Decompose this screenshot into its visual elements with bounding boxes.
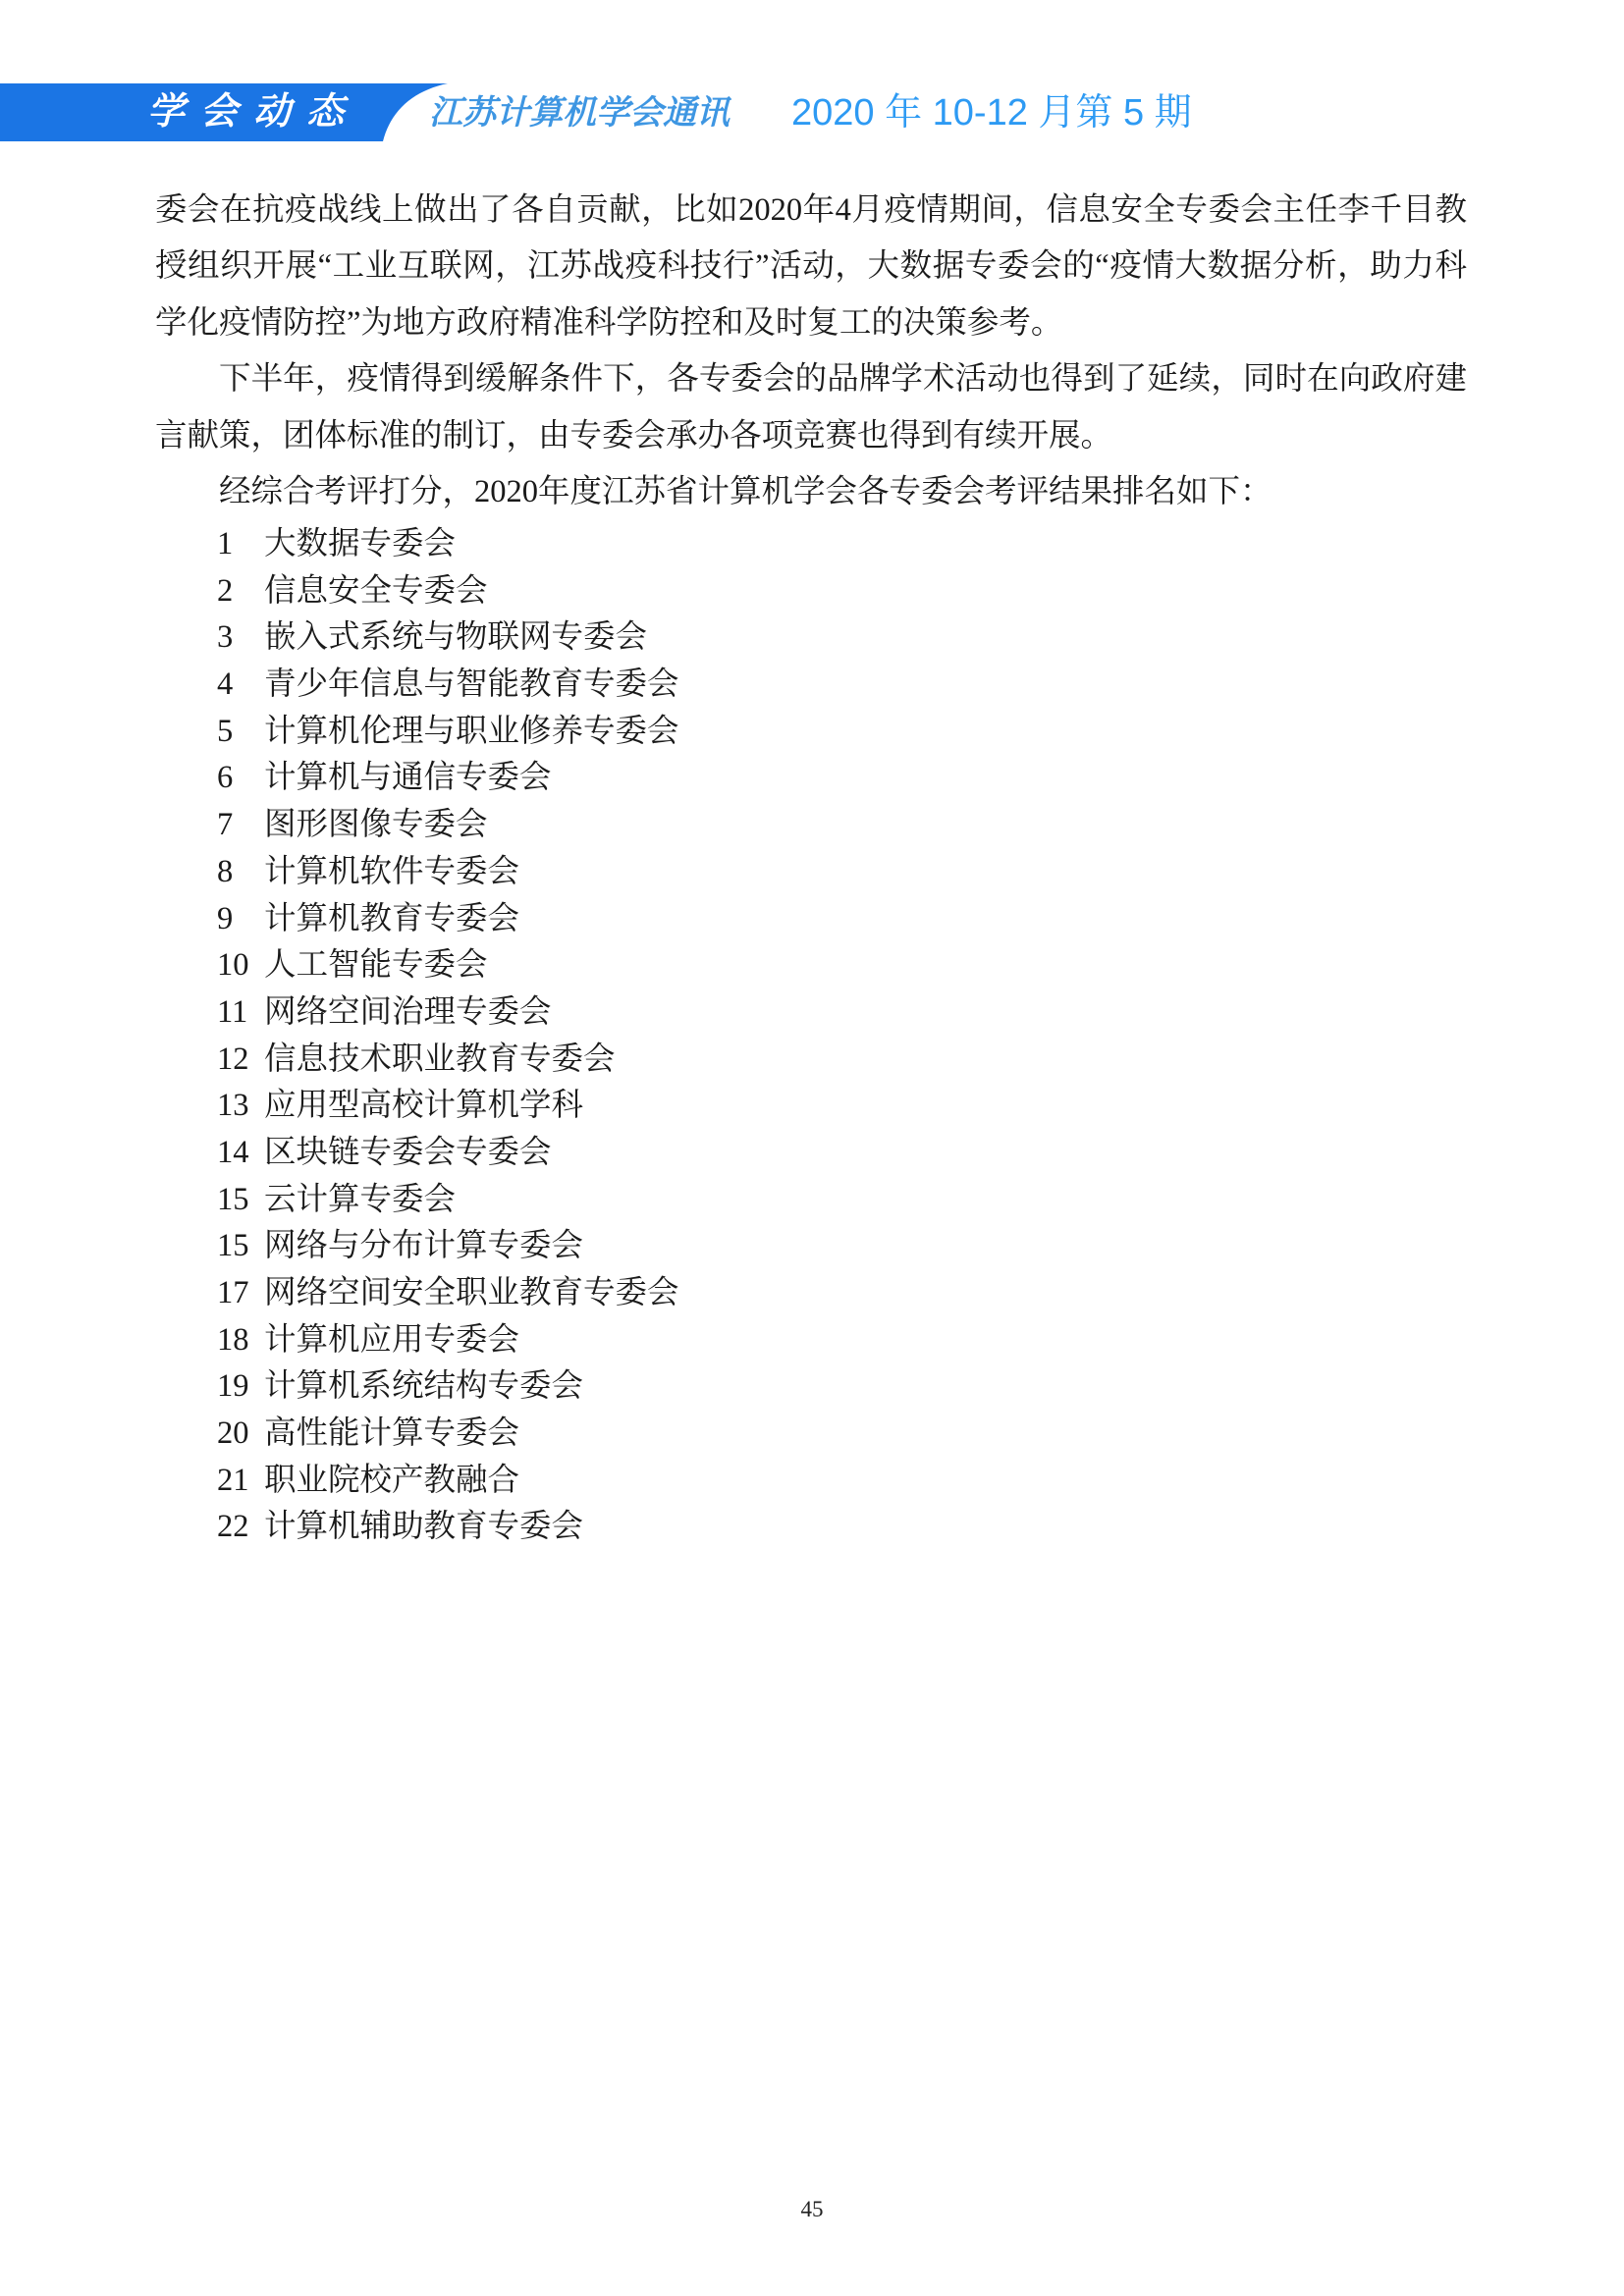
ranking-rank: 13 — [217, 1088, 249, 1124]
ranking-rank: 7 — [217, 807, 234, 843]
ranking-item — [217, 1037, 1395, 1084]
ranking-item — [217, 755, 1395, 802]
ranking-rank: 17 — [217, 1275, 249, 1310]
ranking-item — [217, 1504, 1395, 1551]
ranking-item — [217, 521, 1395, 568]
ranking-item — [217, 849, 1395, 896]
ranking-name: 计算机辅助教育专委会 — [264, 1509, 584, 1545]
ranking-item — [217, 1458, 1395, 1505]
ranking-list — [217, 521, 1395, 1551]
ranking-rank: 22 — [217, 1509, 249, 1545]
ranking-name: 区块链专委会专委会 — [264, 1134, 552, 1170]
paragraph: 经综合考评打分，2020年度江苏省计算机学会各专委会考评结果排名如下： — [219, 474, 1272, 510]
ranking-name: 图形图像专委会 — [264, 807, 488, 843]
ranking-name: 网络空间安全职业教育专委会 — [264, 1275, 679, 1310]
ranking-rank: 9 — [217, 900, 234, 936]
ranking-name: 职业院校产教融合 — [264, 1462, 520, 1498]
ranking-rank: 2 — [217, 572, 234, 609]
ranking-rank: 15 — [217, 1181, 249, 1217]
ranking-item — [217, 1363, 1395, 1411]
ranking-rank: 12 — [217, 1041, 249, 1077]
ranking-item — [217, 1270, 1395, 1317]
ranking-rank: 10 — [217, 947, 249, 984]
ranking-name: 嵌入式系统与物联网专委会 — [264, 619, 648, 656]
ranking-name: 信息安全专委会 — [264, 572, 488, 609]
paragraph: 委会在抗疫战线上做出了各自贡献，比如2020年4月疫情期间，信息安全专委会主任李千目教授组织开展“工业互联网，江苏战疫科技行”活动，大数据专委会的“疫情大数据分析，助力科学化疫情防控”为地方政府精准科学防控和及时复工的决策参考。 — [155, 192, 1467, 341]
paragraph: 下半年，疫情得到缓解条件下，各专委会的品牌学术活动也得到了延续，同时在向政府建言献策，团体标准的制订，由专委会承办各项竞赛也得到有续开展。 — [155, 361, 1467, 454]
ranking-rank: 19 — [217, 1368, 249, 1405]
ranking-rank: 15 — [217, 1228, 249, 1264]
ranking-rank: 14 — [217, 1134, 249, 1170]
ranking-item — [217, 1083, 1395, 1130]
ranking-rank: 1 — [217, 526, 234, 561]
ranking-rank: 21 — [217, 1462, 249, 1498]
ranking-rank: 8 — [217, 853, 234, 889]
ranking-name: 信息技术职业教育专委会 — [264, 1041, 616, 1077]
ranking-item — [217, 1130, 1395, 1177]
ranking-rank: 20 — [217, 1415, 249, 1452]
ranking-item — [217, 709, 1395, 756]
ranking-rank: 3 — [217, 619, 234, 656]
ranking-item — [217, 1317, 1395, 1364]
ranking-name: 高性能计算专委会 — [264, 1415, 520, 1452]
ranking-rank: 18 — [217, 1321, 249, 1358]
issue-label: 2020 年 10-12 月第 5 期 — [791, 92, 1192, 133]
ranking-name: 云计算专委会 — [264, 1181, 457, 1217]
ranking-name: 青少年信息与智能教育专委会 — [264, 667, 679, 703]
ranking-rank: 4 — [217, 667, 234, 703]
ranking-rank: 5 — [217, 713, 234, 749]
page-header — [0, 83, 1624, 141]
ranking-rank: 6 — [217, 760, 234, 796]
page-number: 45 — [800, 2197, 824, 2221]
section-title: 学会动态 — [147, 91, 360, 133]
ranking-item — [217, 1177, 1395, 1224]
ranking-name: 人工智能专委会 — [264, 947, 488, 984]
journal-title: 江苏计算机学会通讯 — [429, 95, 730, 132]
ranking-name: 大数据专委会 — [264, 526, 457, 561]
ranking-name: 计算机应用专委会 — [264, 1321, 520, 1358]
ranking-item — [217, 1411, 1395, 1458]
ranking-item — [217, 942, 1395, 989]
ranking-name: 计算机与通信专委会 — [264, 760, 552, 796]
ranking-name: 应用型高校计算机学科 — [264, 1088, 584, 1124]
ranking-name: 计算机教育专委会 — [264, 900, 520, 936]
article-paragraphs — [155, 183, 1467, 520]
ranking-name: 计算机系统结构专委会 — [264, 1368, 584, 1405]
ranking-item — [217, 662, 1395, 709]
ranking-name: 网络空间治理专委会 — [264, 993, 552, 1030]
ranking-item — [217, 989, 1395, 1037]
ranking-item — [217, 614, 1395, 662]
ranking-item — [217, 802, 1395, 849]
ranking-name: 计算机软件专委会 — [264, 853, 520, 889]
ranking-name: 计算机伦理与职业修养专委会 — [264, 713, 679, 749]
ranking-name: 网络与分布计算专委会 — [264, 1228, 584, 1264]
ranking-item — [217, 1223, 1395, 1270]
ranking-item — [217, 568, 1395, 615]
ranking-item — [217, 896, 1395, 943]
ranking-rank: 11 — [217, 993, 248, 1030]
